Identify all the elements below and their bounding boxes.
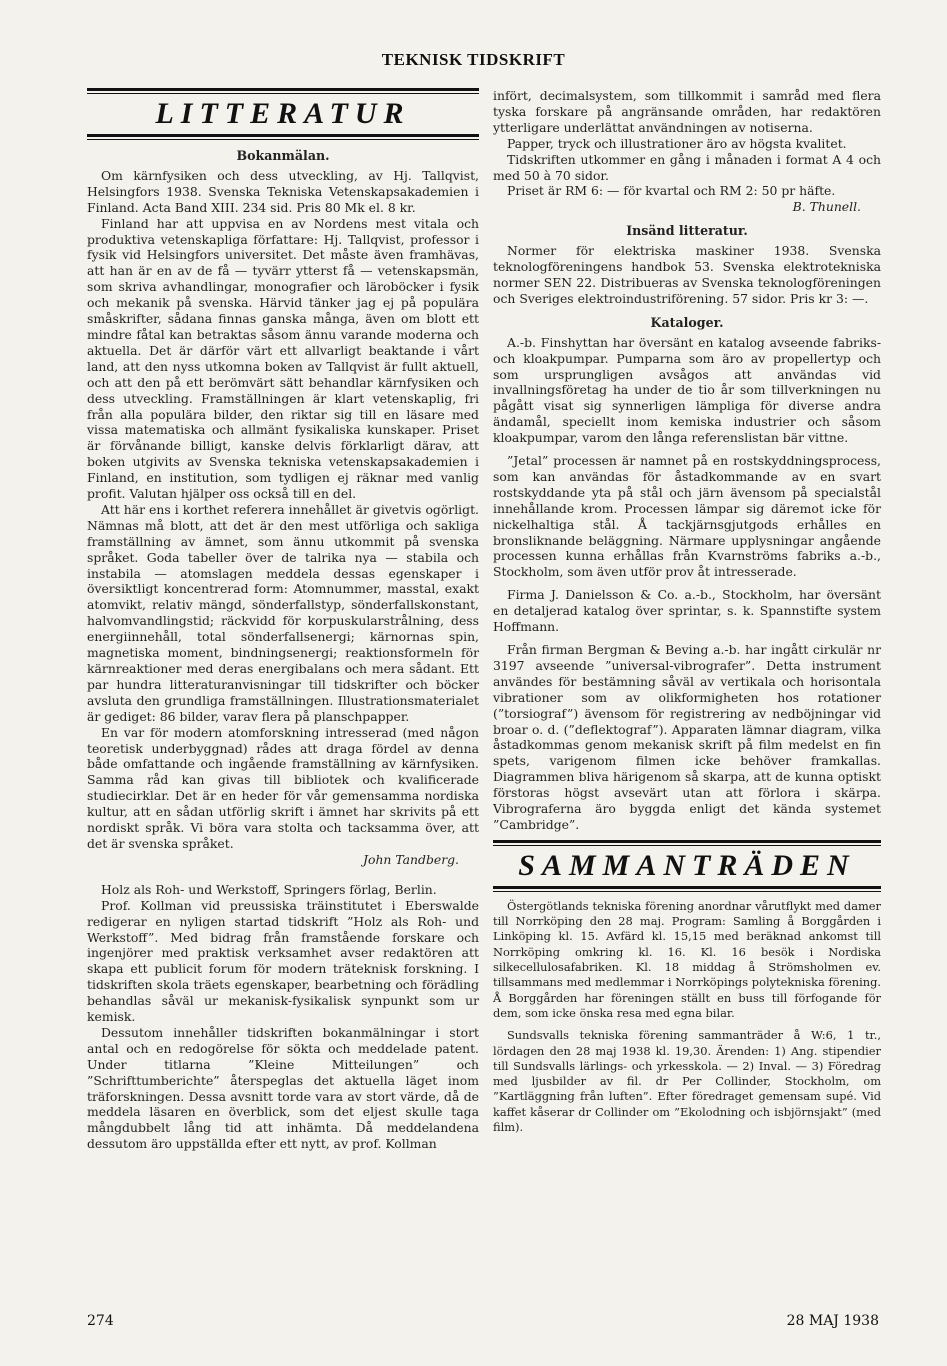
- paragraph: Dessutom innehåller tidskriften bokanmälningar i stort antal och en redogörelse för sökta och meddelade patent. Under titlarna ”Kleine Mitteilungen” och ”Schrifttumberichte” återspeglas det aktuella läget inom träforskningen. Dessa avsnitt torde vara av stort värde, då de meddela läsaren en överblick, som det eljest skulle taga mångdubbelt lång tid att inhämta. Då meddelandena dessutom äro uppställda efter ett nytt, av prof. Kollman: [87, 1024, 479, 1152]
- paragraph: Papper, tryck och illustrationer äro av högsta kvalitet.: [507, 135, 847, 151]
- section-title-sammantraden: SAMMANTRÄDEN: [518, 848, 856, 882]
- paragraph: A.-b. Finshyttan har översänt en katalog avseende fabriks- och kloakpumpar. Pumparna som äro av propellertyp och som ursprungligen avsågos att användas vid invallningsföretag ha under de tio år som tillverkningen nu pågått visat sig synnerligen lämpliga för diverse andra ändamål, speciellt inom kemiska industrier och såsom kloakpumpar, varom den långa referenslistan bär vittne.: [493, 334, 881, 446]
- sub-heading: Bokanmälan.: [236, 148, 330, 163]
- left-column: [87, 88, 479, 1152]
- paragraph: Från firman Bergman & Beving a.-b. har ingått cirkulär nr 3197 avseende ”universal-vibrografer”. Detta instrument användes för bestämning såväl av vertikala och horisontala vibrationer som av olikformigheten hos rotationer (”torsiograf”) ävensom för registrering av nedböjningar vid broar o. d. (”deflektograf”). Apparaten lämnar diagram, vilka åstadkommas genom mekanisk skrift på film medelst en fin spets, varigenom filmen icke behöver framkallas. Diagrammen bliva härigenom så skarpa, att de kunna optiskt förstoras högst avsevärt utan att förlora i skärpa. Vibrograferna äro byggda enligt det kända systemet ”Cambridge”.: [493, 642, 881, 832]
- paragraph: Firma J. Danielsson & Co. a.-b., Stockholm, har översänt en detaljerad katalog över sprintar, s. k. Spannstifte system Hoffmann.: [493, 587, 881, 635]
- paragraph: Priset är RM 6: — för kvartal och RM 2: 50 pr häfte.: [507, 183, 836, 199]
- sub-heading: Kataloger.: [650, 314, 724, 330]
- page-number: 274: [87, 1313, 114, 1329]
- signature: B. Thunell.: [792, 199, 861, 215]
- paragraph: infört, decimalsystem, som tillkommit i samråd med flera tyska forskare på angränsande områden, har redaktören ytterligare underlättat användningen av notiserna.: [493, 88, 881, 135]
- notice: Sundsvalls tekniska förening sammanträder å W:6, 1 tr., lördagen den 28 maj 1938 kl. 19,30. Ärenden: 1) Ang. stipendier till Sundsvalls lärlings- och yrkesskola. — 2) Inval. — 3) Föredrag med ljusbilder av fil. dr Per Collinder, Stockholm, om ”Kartläggning från luften”. Efter föredraget gemensam supé. Vid kaffet kåserar dr Collinder om ”Ekolodning och isbjörnsjakt” (med film).: [493, 1028, 881, 1135]
- review-title: Holz als Roh- und Werkstoff, Springers förlag, Berlin.: [101, 881, 437, 897]
- signature: John Tandberg.: [363, 851, 459, 867]
- paragraph: Att här ens i korthet referera innehållet är givetvis ogörligt. Nämnas må blott, att det är den mest utförliga och sakliga framställning av ämnet, som ännu utkommit på svenska språket. Goda tabeller över de talrika nya — stabila och instabila — atomslagen meddela dessas egenskaper i översiktligt koncentrerad form: Atomnummer, masstal, exakt atomvikt, relativ mängd, sönderfallstyp, sönderfallskonstant, halvomvandlingstid; räckvidd för korpuskularstrålning, dess energiinnehåll, total sönderfallsenergi; kärnornas spin, magnetiska moment, bindningsenergi; reaktionsformeln för kärnreaktioner med deras energibalans och mera sådant. Ett par hundra litteraturanvisningar till tidskrifter och böcker avsluta den grundliga framställningen. Illustrationsmaterialet är gediget: 86 bilder, varav flera på planschpapper.: [87, 501, 479, 724]
- section-title-litteratur: LITTERATUR: [155, 97, 411, 130]
- paragraph: Tidskriften utkommer en gång i månaden i format A 4 och med 50 à 70 sidor.: [493, 151, 881, 183]
- sub-heading: Insänd litteratur.: [626, 223, 748, 239]
- paragraph: En var för modern atomforskning intresserad (med någon teoretisk underbyggnad) rådes att draga fördel av denna både omfattande och ingående framställning av kärnfysiken. Samma råd kan givas till bibliotek och kvalificerade studiecirklar. Det är en heder för vår gemensamma nordiska kultur, att en sådan utförlig skrift i ämnet har skrivits på ett nordiskt språk. Vi böra vara stolta och tacksamma över, att det är svenska språket.: [87, 724, 479, 851]
- rule-bottom: [87, 134, 479, 140]
- notice: Östergötlands tekniska förening anordnar vårutflykt med damer till Norrköping den 28 maj. Program: Samling å Borggården i Linköping kl. 15. Avfärd kl. 15,15 med beräknad ankomst till Norrköping omkring kl. 16. Kl. 16 besök i Nordiska silkecellulosafabriken. Kl. 18 middag å Strömsholmen ev. tillsammans med medlemmar i Norrköpings polytekniska förening. Å Borggården har föreningen ställt en buss till förfogande för dem, som icke önska resa med egna bilar.: [493, 898, 881, 1020]
- masthead: TEKNISK TIDSKRIFT: [381, 50, 566, 69]
- paragraph: Finland har att uppvisa en av Nordens mest vitala och produktiva vetenskapliga författare: Hj. Tallqvist, professor i fysik vid Helsingfors universitet. Det måste även framhävas, att han är en av de få — tyvärr ytterst få — vetenskapsmän, som skriva avhandlingar, monografier och läroböcker i fysik och mekanik på svenska. Härvid tänker jag ej på populära småskrifter, sådana finnas ganska många, även om blott ett mindre fåtal kan betraktas såsom ännu varande moderna och aktuella. Det är därför värt ett allvarligt beaktande i vårt land, att den nyss utkomna boken av Tallqvist är fullt aktuell, och att den på ett berömvärt sätt behandlar kärnfysiken och dess utveckling. Framställningen är klart vetenskaplig, fri från alla populära bilder, den riktar sig till en läsare med vissa matematiska och allmänt fysikaliska kunskaper. Priset är förvånande billigt, kanske delvis förklarligt därav, att boken utgivits av Svenska tekniska vetenskapsakademien i Finland, en institution, som tydligen ej räknar med vanlig profit. Valutan hjälper oss också till en del.: [87, 215, 479, 502]
- issue-date: 28 MAJ 1938: [786, 1313, 879, 1329]
- paragraph: Prof. Kollman vid preussiska träinstitutet i Eberswalde redigerar en nyligen startad tidskrift ”Holz als Roh- und Werkstoff”. Med bidrag från framstående forskare och ingenjörer med praktisk verksamhet avser redaktören att skapa ett publicit forum för modern träteknisk forskning. I tidskriften skola träets egenskaper, bearbetning och förädling behandlas såväl ur mekanisk-fysikalisk synpunkt som ur kemisk.: [87, 897, 479, 1025]
- review-title: Om kärnfysiken och dess utveckling, av Hj. Tallqvist, Helsingfors 1938. Svenska Tekniska Vetenskapsakademien i Finland. Acta Band XIII. 234 sid. Pris 80 Mk el. 8 kr.: [87, 167, 479, 215]
- right-column: [493, 88, 881, 1135]
- paragraph: ”Jetal” processen är namnet på en rostskyddningsprocess, som kan användas för åstadkommande av en svart rostskyddande yta på stål och järn ävensom på specialstål innehållande krom. Processen lämpar sig däremot icke för nickelhaltiga stål. Å tackjärnsgjutgods erhålles en bronsliknande beläggning. Närmare upplysningar angående processen kunna erhållas från Kvarnströms fabriks a.-b., Stockholm, som även utför prov åt intresserade.: [493, 453, 881, 580]
- paragraph: Normer för elektriska maskiner 1938. Svenska teknologföreningens handbok 53. Svenska elektrotekniska normer SEN 22. Distribueras av Svenska teknologföreningen och Sveriges elektroindustriförening. 57 sidor. Pris kr 3: —.: [493, 243, 881, 306]
